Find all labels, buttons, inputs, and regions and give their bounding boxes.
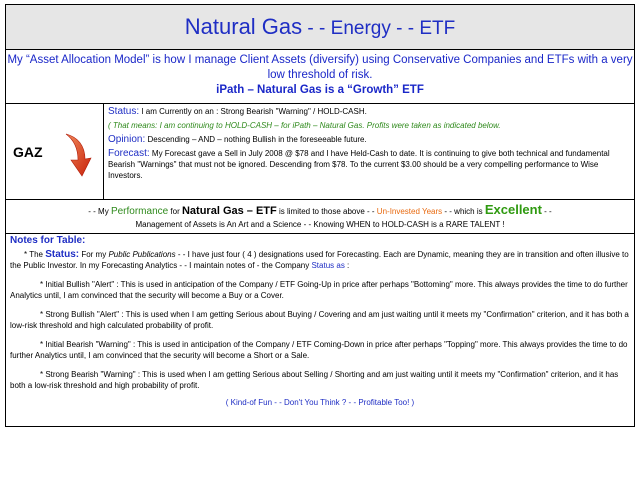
- uninvested-years: Un-Invested Years: [376, 207, 443, 216]
- excellent-badge: Excellent: [484, 202, 542, 217]
- performance-middle: is limited to those above - -: [276, 207, 377, 216]
- performance-prefix: - - My: [88, 207, 111, 216]
- notes-intro-mid: For my: [79, 250, 109, 259]
- performance-section: [6, 200, 634, 234]
- notes-title: Notes for Table:: [10, 235, 86, 246]
- note-strong-bearish: * Strong Bearish "Warning" : This is used when I am getting Serious about Selling / Shorting and am just waiting until it meets my "Confirmation" criterion, and it has both a low-risk threshold and high probability of profit.: [10, 370, 619, 390]
- status-label: Status:: [108, 106, 140, 117]
- notes-intro-prefix: * The: [24, 250, 46, 259]
- performance-suffix: - -: [541, 207, 552, 216]
- notes-intro-end: :: [344, 261, 350, 270]
- performance-tagline: Management of Assets is An Art and a Science - - Knowing WHEN to HOLD-CASH is a RARE TALENT !: [135, 220, 505, 229]
- opinion-line: [108, 134, 630, 145]
- status-info-cell: [104, 104, 634, 199]
- opinion-label: Opinion:: [108, 134, 146, 145]
- performance-which: - - which is: [442, 207, 485, 216]
- intro-section: [6, 50, 634, 104]
- notes-section: [6, 234, 634, 426]
- note-strong-bullish: * Strong Bullish "Alert" : This is used when I am getting Serious about Buying / Covering and am just waiting until it meets my "Confirmation" criterion, and it has both a low-risk threshold and high calculated probability of profit.: [10, 310, 629, 330]
- title-suffix: - - Energy - - ETF: [302, 18, 456, 39]
- document-frame: [5, 4, 635, 427]
- intro-subtitle: iPath – Natural Gas is a “Growth” ETF: [216, 84, 424, 96]
- notes-intro: [10, 249, 630, 271]
- forecast-text: My Forecast gave a Sell in July 2008 @ $78 and I have Held-Cash to date. It is continuing to give both technical and fundamental Bearish "Warnings" that must not be ignored. Descending from $78. To the current $3.00 should be a very compelling performance to Wise Investors.: [108, 149, 610, 180]
- closing-remark: ( Kind-of Fun - - Don't You Think ? - - Profitable Too! ): [225, 398, 415, 407]
- performance-label: Performance: [110, 206, 169, 217]
- performance-subject: Natural Gas – ETF: [181, 205, 277, 217]
- status-meaning: ( That means: I am continuing to HOLD-CASH – for iPath – Natural Gas. Profits were taken as indicated below.: [108, 121, 501, 130]
- ticker-cell: [6, 104, 104, 199]
- notes-status-as: Status as: [311, 261, 345, 270]
- performance-for: for: [168, 207, 182, 216]
- forecast-label: Forecast:: [108, 148, 150, 159]
- opinion-text: Descending – AND – nothing Bullish in the foreseeable future.: [145, 135, 367, 144]
- notes-status-label: Status:: [45, 249, 80, 260]
- notes-public-publications: Public Publications: [108, 250, 176, 259]
- status-text: I am Currently on an : Strong Bearish "Warning" / HOLD-CASH.: [139, 107, 367, 116]
- title-bar: [6, 5, 634, 50]
- note-initial-bearish: * Initial Bearish "Warning" : This is used in anticipation of the Company / ETF Coming-Down in price after perhaps "Topping" more. This always provides the time to do further Analytics until, I am convinced that the security will become a Short or a Sale.: [10, 340, 628, 360]
- red-down-arrow-icon: [60, 130, 94, 180]
- ticker-symbol: GAZ: [13, 144, 43, 160]
- status-line: [108, 106, 630, 117]
- performance-line: [6, 203, 634, 218]
- forecast-line: [108, 148, 630, 181]
- intro-text: My “Asset Allocation Model” is how I manage Client Assets (diversify) using Conservative Companies and ETFs with a very low threshold of risk.: [7, 54, 633, 81]
- notes-intro-rest: - - I have just four ( 4 ) designations used for Forecasting. Each are Dynamic, meaning they are in transition and often illusive to the Public Investor. In my Forecasting Analytics - - I maintain notes of - the Company: [10, 250, 629, 270]
- title-main: Natural Gas: [184, 14, 303, 39]
- note-initial-bullish: * Initial Bullish "Alert" : This is used in anticipation of the Company / ETF Going-Up in price after perhaps "Bottoming" more. This always provides the time to do further Analytics until, I am convinced that the security will become a Buy or a Cover.: [10, 280, 628, 300]
- ticker-section: [6, 104, 634, 200]
- page-title: [185, 14, 455, 40]
